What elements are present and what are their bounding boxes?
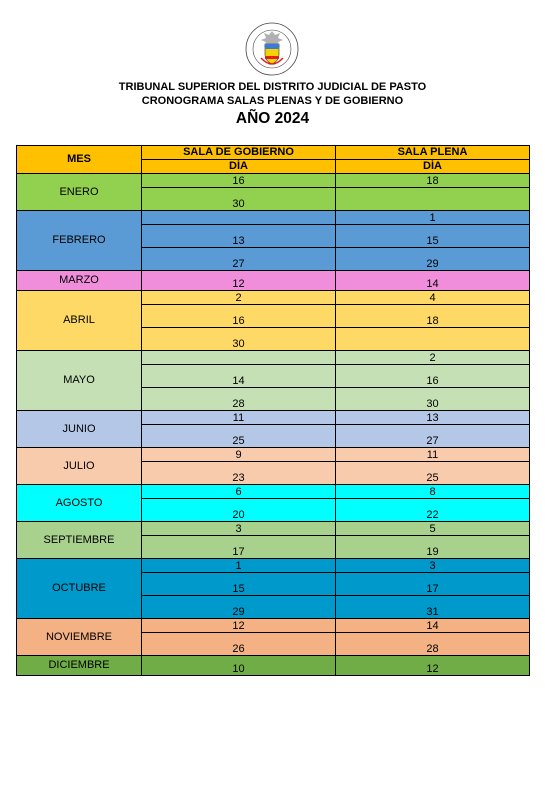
gobierno-day-cell: 1 bbox=[142, 559, 336, 573]
gobierno-day-cell: 11 bbox=[142, 411, 336, 425]
table-row bbox=[17, 211, 530, 225]
plena-day-cell: 14 bbox=[336, 271, 530, 291]
plena-day-cell: 18 bbox=[336, 305, 530, 328]
plena-day-cell: 31 bbox=[336, 596, 530, 619]
table-row bbox=[17, 559, 530, 573]
table-row bbox=[17, 448, 530, 462]
table-row bbox=[17, 174, 530, 188]
gobierno-day-cell: 28 bbox=[142, 388, 336, 411]
month-cell: MARZO bbox=[17, 271, 142, 291]
schedule-body bbox=[17, 174, 530, 676]
gobierno-day-cell: 2 bbox=[142, 291, 336, 305]
month-cell: NOVIEMBRE bbox=[17, 619, 142, 656]
table-row bbox=[17, 411, 530, 425]
header-line-1: TRIBUNAL SUPERIOR DEL DISTRITO JUDICIAL DE PASTO bbox=[118, 81, 427, 93]
month-cell: SEPTIEMBRE bbox=[17, 522, 142, 559]
gobierno-day-cell: 30 bbox=[142, 328, 336, 351]
month-cell: OCTUBRE bbox=[17, 559, 142, 619]
table-row bbox=[17, 351, 530, 365]
gobierno-day-cell: 13 bbox=[142, 225, 336, 248]
month-cell: JULIO bbox=[17, 448, 142, 485]
col-gobierno-dia: DÍA bbox=[142, 160, 336, 174]
gobierno-day-cell: 16 bbox=[142, 305, 336, 328]
month-cell: AGOSTO bbox=[17, 485, 142, 522]
plena-day-cell: 1 bbox=[336, 211, 530, 225]
month-cell: ENERO bbox=[17, 174, 142, 211]
plena-day-cell: 25 bbox=[336, 462, 530, 485]
gobierno-day-cell: 6 bbox=[142, 485, 336, 499]
gobierno-day-cell: 25 bbox=[142, 425, 336, 448]
gobierno-day-cell: 16 bbox=[142, 174, 336, 188]
table-row bbox=[17, 271, 530, 291]
month-cell: JUNIO bbox=[17, 411, 142, 448]
rama-judicial-logo bbox=[237, 14, 307, 84]
gobierno-day-cell bbox=[142, 211, 336, 225]
gobierno-day-cell: 30 bbox=[142, 188, 336, 211]
month-cell: ABRIL bbox=[17, 291, 142, 351]
col-gobierno-header: SALA DE GOBIERNO bbox=[142, 146, 336, 160]
month-cell: DICIEMBRE bbox=[17, 656, 142, 676]
gobierno-day-cell: 14 bbox=[142, 365, 336, 388]
plena-day-cell: 19 bbox=[336, 536, 530, 559]
plena-day-cell: 15 bbox=[336, 225, 530, 248]
col-mes-header: MES bbox=[17, 146, 142, 174]
month-cell: FEBRERO bbox=[17, 211, 142, 271]
plena-day-cell: 29 bbox=[336, 248, 530, 271]
gobierno-day-cell: 29 bbox=[142, 596, 336, 619]
gobierno-day-cell: 3 bbox=[142, 522, 336, 536]
gobierno-day-cell: 23 bbox=[142, 462, 336, 485]
schedule-table bbox=[16, 145, 530, 676]
gobierno-day-cell: 26 bbox=[142, 633, 336, 656]
plena-day-cell: 18 bbox=[336, 174, 530, 188]
gobierno-day-cell: 12 bbox=[142, 271, 336, 291]
table-row bbox=[17, 656, 530, 676]
plena-day-cell: 12 bbox=[336, 656, 530, 676]
plena-day-cell: 27 bbox=[336, 425, 530, 448]
table-row bbox=[17, 291, 530, 305]
gobierno-day-cell: 9 bbox=[142, 448, 336, 462]
month-cell: MAYO bbox=[17, 351, 142, 411]
gobierno-day-cell: 15 bbox=[142, 573, 336, 596]
plena-day-cell: 4 bbox=[336, 291, 530, 305]
gobierno-day-cell: 10 bbox=[142, 656, 336, 676]
plena-day-cell: 3 bbox=[336, 559, 530, 573]
plena-day-cell: 5 bbox=[336, 522, 530, 536]
header-year: AÑO 2024 bbox=[235, 110, 310, 127]
gobierno-day-cell: 27 bbox=[142, 248, 336, 271]
table-row bbox=[17, 522, 530, 536]
plena-day-cell: 16 bbox=[336, 365, 530, 388]
col-plena-header: SALA PLENA bbox=[336, 146, 530, 160]
col-plena-dia: DÍA bbox=[336, 160, 530, 174]
plena-day-cell: 2 bbox=[336, 351, 530, 365]
plena-day-cell: 28 bbox=[336, 633, 530, 656]
gobierno-day-cell bbox=[142, 351, 336, 365]
table-row bbox=[17, 485, 530, 499]
plena-day-cell: 17 bbox=[336, 573, 530, 596]
gobierno-day-cell: 17 bbox=[142, 536, 336, 559]
header-line-2: CRONOGRAMA SALAS PLENAS Y DE GOBIERNO bbox=[141, 95, 404, 107]
gobierno-day-cell: 20 bbox=[142, 499, 336, 522]
plena-day-cell bbox=[336, 328, 530, 351]
plena-day-cell: 30 bbox=[336, 388, 530, 411]
gobierno-day-cell: 12 bbox=[142, 619, 336, 633]
table-row bbox=[17, 619, 530, 633]
plena-day-cell bbox=[336, 188, 530, 211]
plena-day-cell: 22 bbox=[336, 499, 530, 522]
plena-day-cell: 13 bbox=[336, 411, 530, 425]
plena-day-cell: 14 bbox=[336, 619, 530, 633]
plena-day-cell: 11 bbox=[336, 448, 530, 462]
plena-day-cell: 8 bbox=[336, 485, 530, 499]
